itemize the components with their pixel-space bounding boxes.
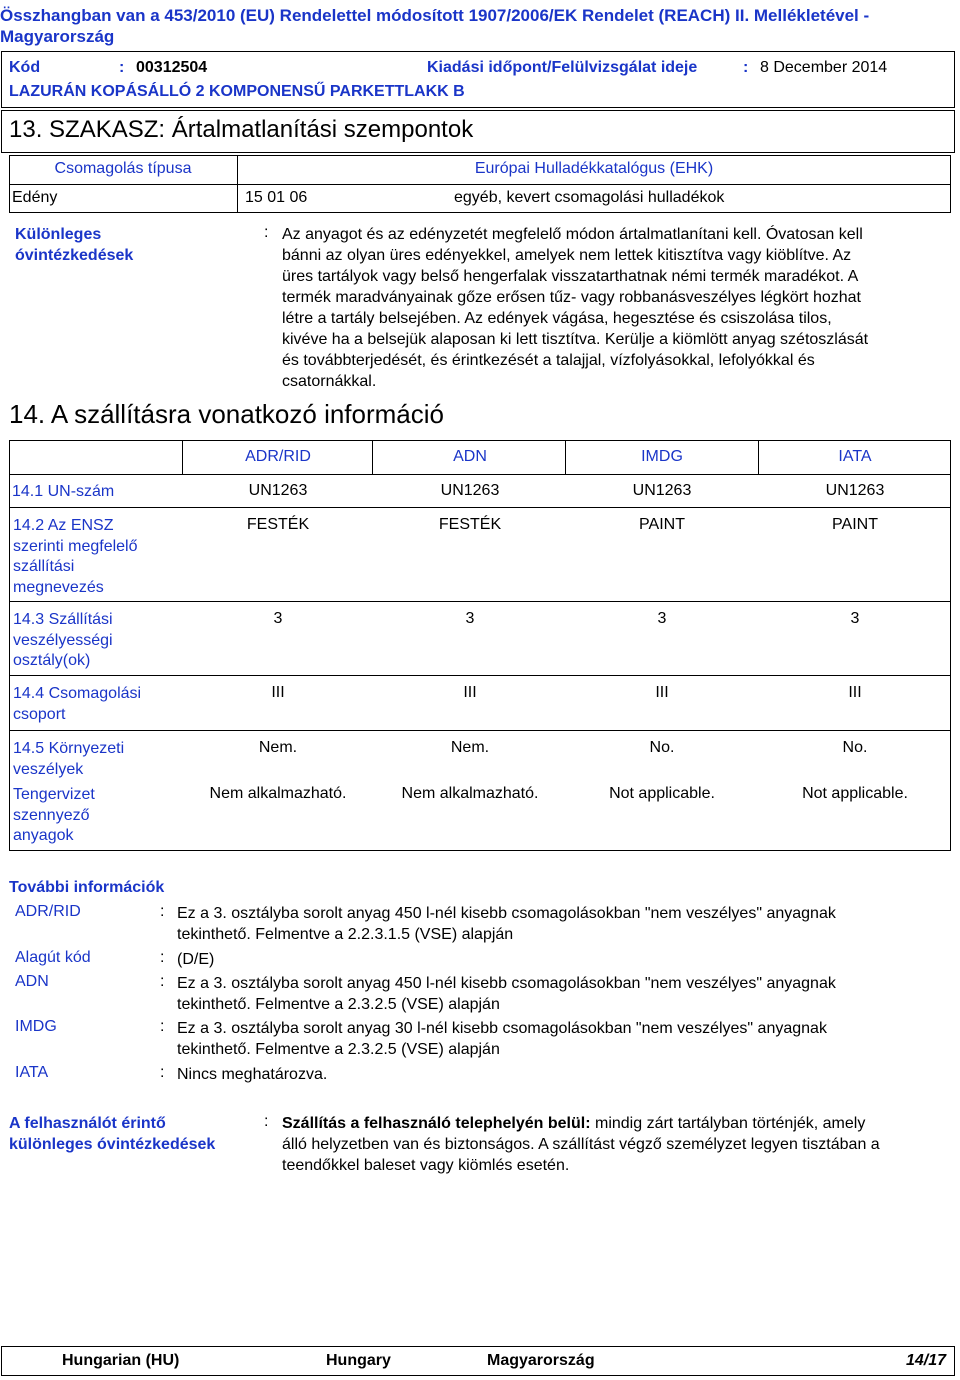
transport-row-label: 14.2 Az ENSZ szerinti megfelelő szállítási megnevezés [13,517,138,597]
transport-cell: Not applicable. [802,785,908,802]
transport-row-label: 14.5 Környezeti veszélyek [13,740,125,778]
transport-row-label: 14.3 Szállítási veszélyességi osztály(ok) [13,611,113,670]
further-info-colon: : [160,1018,165,1035]
transport-header-divider [565,440,566,474]
issue-label: Kiadási időpont/Felülvizsgálat ideje [427,59,698,76]
transport-cell: 3 [850,610,860,627]
special-precautions-colon: : [264,224,269,241]
transport-cell: 3 [273,610,283,627]
transport-cell: No. [842,739,868,756]
further-info-label: ADR/RID [15,903,81,920]
further-info-text: (D/E) [177,951,215,968]
transport-row-label: 14.4 Csomagolási csoport [13,685,142,723]
transport-cell: PAINT [832,516,878,533]
transport-cell: III [463,684,477,701]
page-number: 14/17 [906,1352,947,1369]
further-info-title: További információk [9,879,165,896]
special-precautions-text: Az anyagot és az edényzetét megfelelő módon ártalmatlanítani kell. Óvatosan kell bánni az olyan üres edényekkel, amelyek nem lettek kitisztítva vagy kiöblítve. Az üres tartályok vagy belső hengerfalak visszatarthatnak némi termék maradékot. A termék maradványainak gőze erősen tűz- vagy robbanásveszélyes légkört hozhat létre a tartály belsejében. Az edények vágása, hegesztése és csiszolása tilos, kivéve ha a belsejük alaposan ki lett tisztítva. Kerülje a kiömlött anyag szétoszlását és továbbterjedését, és érintkezését a talajjal, vízfolyásokkal, lefolyókkal és csatornákkal. [282,226,869,390]
user-precautions-label: A felhasználót érintő különleges óvintézkedések [9,1115,216,1153]
transport-row-line [9,601,951,602]
ewc-header: Európai Hulladékkatalógus (EHK) [474,160,714,177]
further-info-colon: : [160,1064,165,1081]
packaging-type-header: Csomagolás típusa [54,160,192,177]
transport-header-divider [758,440,759,474]
section14-title: 14. A szállításra vonatkozó információ [9,399,445,429]
further-info-colon: : [160,903,165,920]
transport-row-line [9,730,951,731]
code-label: Kód [9,59,41,76]
further-info-label: Alagút kód [15,949,91,966]
user-precautions-bold: Szállítás a felhasználó telephelyén belül: [282,1115,591,1132]
transport-row-line [9,474,951,475]
further-info-label: IMDG [15,1018,57,1035]
issue-value: 8 December 2014 [760,59,888,76]
transport-col-header: IMDG [641,448,683,465]
transport-cell: III [271,684,285,701]
user-precautions-text-2: álló helyzetben van és biztonságos. A szállítást végző személyzet legyen tisztában a teendőkkel baleset vagy kiömlés esetén. [282,1136,880,1174]
further-info-label: IATA [15,1064,49,1081]
transport-col-header: IATA [838,448,872,465]
further-info-colon: : [160,949,165,966]
further-info-text: Ez a 3. osztályba sorolt anyag 450 l-nél kisebb csomagolásokban "nem veszélyes" anyagnak tekinthető. Felmentve a 2.3.2.5 (VSE) alapján [177,975,836,1013]
footer-country: Hungary [326,1352,391,1369]
transport-col-header: ADN [453,448,487,465]
transport-row-label: 14.1 UN-szám [12,483,115,500]
further-info-text: Nincs meghatározva. [177,1066,328,1083]
transport-cell: No. [649,739,675,756]
transport-row-line [9,507,951,508]
footer-country-local: Magyarország [487,1352,595,1369]
transport-cell: Nem. [258,739,298,756]
disposal-table-divider [9,184,951,185]
further-info-colon: : [160,973,165,990]
transport-cell: UN1263 [632,482,692,499]
transport-cell: UN1263 [825,482,885,499]
special-precautions-label [15,224,133,266]
footer-language: Hungarian (HU) [62,1352,180,1369]
code-value: 00312504 [136,59,208,76]
code-colon: : [119,59,125,76]
user-precautions-text-1: mindig zárt tartályban történjék, amely [590,1115,866,1132]
further-info-text: Ez a 3. osztályba sorolt anyag 450 l-nél kisebb csomagolásokban "nem veszélyes" anyagnak tekinthető. Felmentve a 2.2.3.1.5 (VSE) alapján [177,905,836,943]
section13-title: 13. SZAKASZ: Ártalmatlanítási szempontok [9,116,474,143]
special-precautions-label-line1: Különleges [15,226,102,243]
transport-cell: Not applicable. [609,785,715,802]
transport-cell: Nem alkalmazható. [209,785,347,802]
ewc-description-cell: egyéb, kevert csomagolási hulladékok [454,189,725,206]
issue-colon: : [743,59,749,76]
transport-cell: FESTÉK [246,516,310,533]
transport-col-header: ADR/RID [245,448,311,465]
special-precautions-label-line2: óvintézkedések [15,247,134,264]
transport-cell: PAINT [639,516,685,533]
transport-cell: 3 [465,610,475,627]
user-precautions-text [282,1113,952,1176]
header-title-line2: Magyarország [0,27,115,46]
further-info-text: Ez a 3. osztályba sorolt anyag 30 l-nél kisebb csomagolásokban "nem veszélyes" anyagnak tekinthető. Felmentve a 2.3.2.5 (VSE) alapján [177,1020,827,1058]
product-name: LAZURÁN KOPÁSÁLLÓ 2 KOMPONENSŰ PARKETTLAKK B [9,83,465,100]
transport-row-line [9,675,951,676]
user-precautions-colon: : [264,1113,269,1130]
transport-cell: FESTÉK [438,516,502,533]
transport-cell: Nem. [450,739,490,756]
transport-cell: UN1263 [248,482,308,499]
transport-cell: III [848,684,862,701]
further-info-label: ADN [15,973,49,990]
ewc-code-cell: 15 01 06 [245,189,308,206]
transport-cell: UN1263 [440,482,500,499]
transport-cell: Nem alkalmazható. [401,785,539,802]
container-type-cell: Edény [12,189,58,206]
transport-cell: 3 [657,610,667,627]
transport-cell: III [655,684,669,701]
header-title-line1: Összhangban van a 453/2010 (EU) Rendelettel módosított 1907/2006/EK Rendelet (REACH) II. Mellékletével - [0,6,870,25]
transport-row-label: Tengervizet szennyező anyagok [13,786,95,845]
